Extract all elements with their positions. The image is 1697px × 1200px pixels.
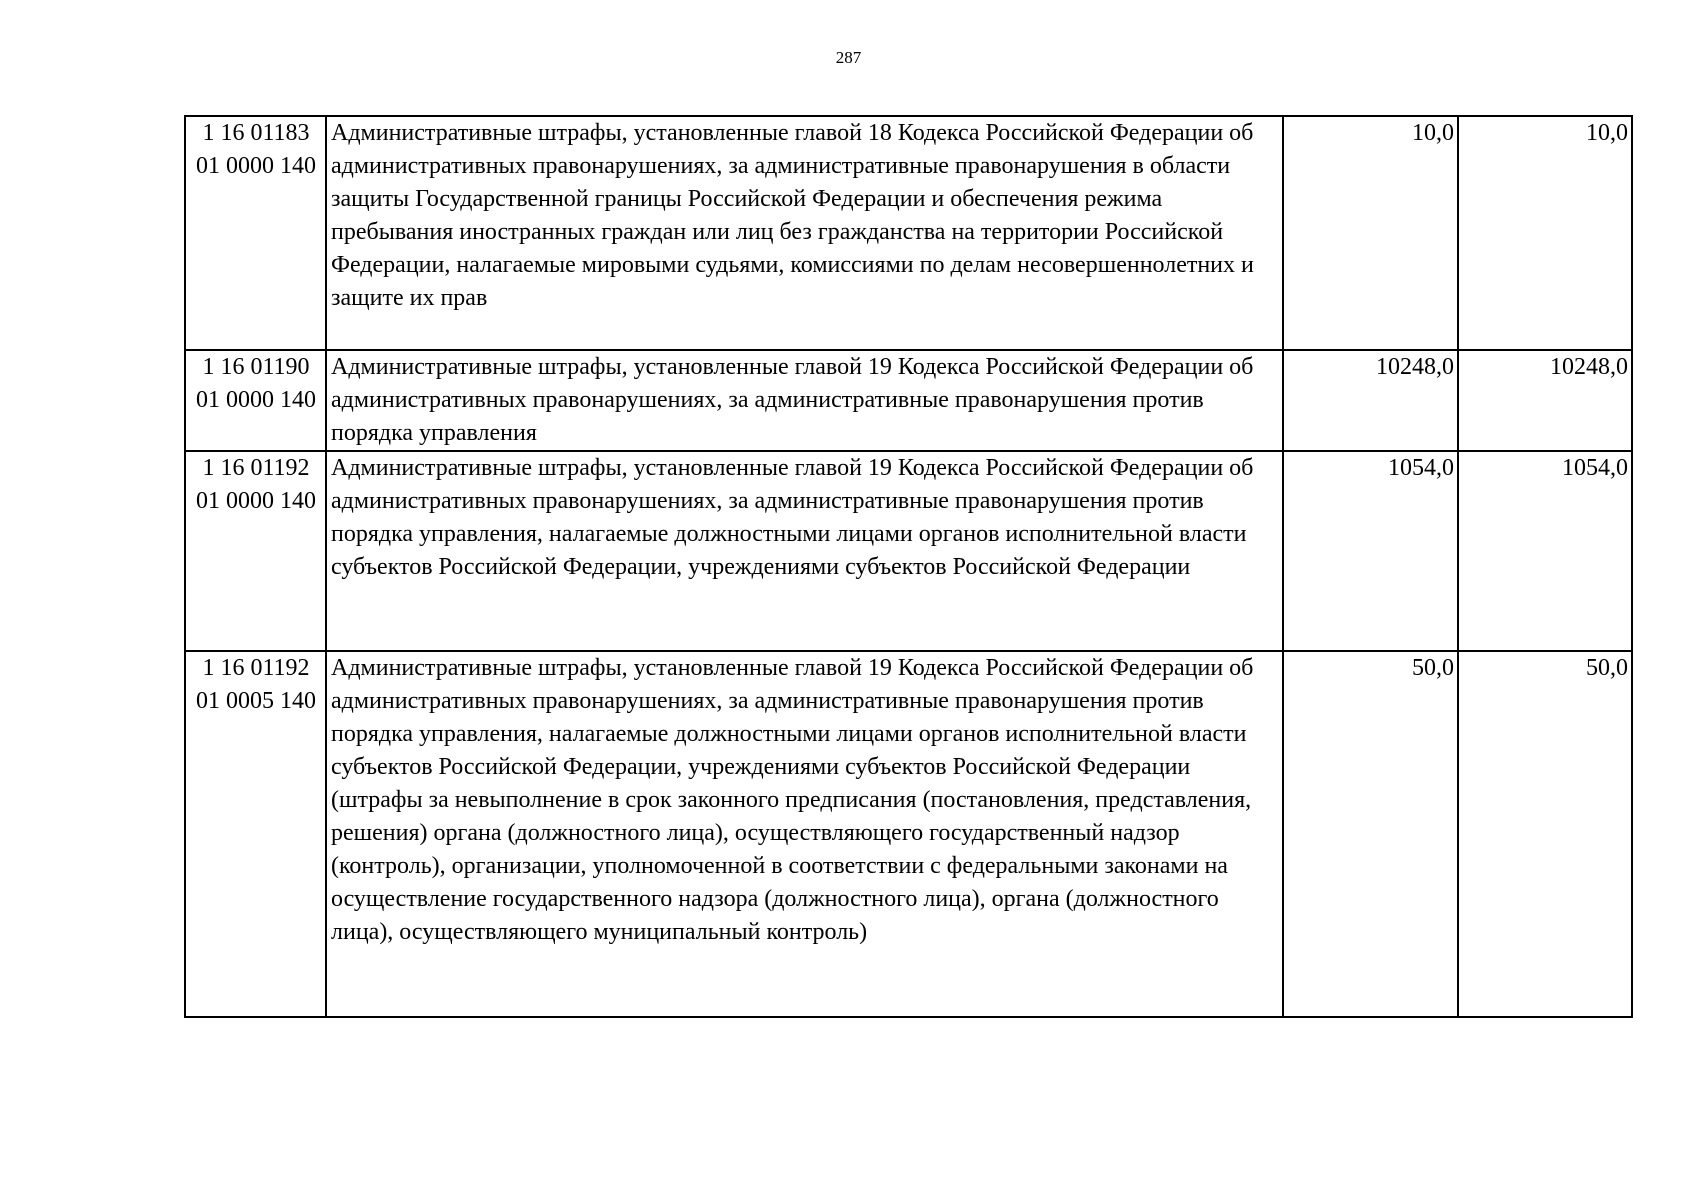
- revenue-code-line2: 01 0005 140: [196, 688, 316, 714]
- revenue-code-line2: 01 0000 140: [196, 488, 316, 514]
- revenue-code-line2: 01 0000 140: [196, 153, 316, 179]
- amount-year1: 10248,0: [1283, 350, 1458, 451]
- amount-year1: 10,0: [1283, 116, 1458, 350]
- page-number: 287: [835, 48, 862, 67]
- amount-year1: 1054,0: [1283, 451, 1458, 651]
- revenue-description: Административные штрафы, установленные главой 19 Кодекса Российской Федерации об административных правонарушениях, за административные правонарушения против порядка управления, налагаемые должностными лицами органов исполнительной власти субъектов Российской Федерации, учреждениями субъектов Российской Федерации: [326, 451, 1283, 651]
- revenue-description: Административные штрафы, установленные главой 19 Кодекса Российской Федерации об административных правонарушениях, за административные правонарушения против порядка управления, налагаемые должностными лицами органов исполнительной власти субъектов Российской Федерации, учреждениями субъектов Российской Федерации (штрафы за невыполнение в срок законного предписания (постановления, представления, решения) органа (должностного лица), осуществляющего государственный надзор (контроль), организации, уполномоченной в соответствии с федеральными законами на осуществление государственного надзора (должностного лица), органа (должностного лица), осуществляющего муниципальный контроль): [326, 651, 1283, 1017]
- amount-year2: 10,0: [1458, 116, 1632, 350]
- table-row: [185, 116, 1632, 350]
- budget-revenue-table: [184, 115, 1633, 1018]
- revenue-code-cell: [185, 350, 326, 451]
- revenue-code-cell: [185, 451, 326, 651]
- revenue-code-line2: 01 0000 140: [196, 387, 316, 413]
- revenue-code-line1: 1 16 01190: [202, 354, 310, 380]
- amount-year1: 50,0: [1283, 651, 1458, 1017]
- revenue-code-cell: [185, 651, 326, 1017]
- table-row: [185, 451, 1632, 651]
- amount-year2: 10248,0: [1458, 350, 1632, 451]
- revenue-code-line1: 1 16 01183: [202, 120, 310, 146]
- table-row: [185, 651, 1632, 1017]
- revenue-code-line1: 1 16 01192: [202, 455, 310, 481]
- amount-year2: 50,0: [1458, 651, 1632, 1017]
- amount-year2: 1054,0: [1458, 451, 1632, 651]
- revenue-description: Административные штрафы, установленные главой 18 Кодекса Российской Федерации об административных правонарушениях, за административные правонарушения в области защиты Государственной границы Российской Федерации и обеспечения режима пребывания иностранных граждан или лиц без гражданства на территории Российской Федерации, налагаемые мировыми судьями, комиссиями по делам несовершеннолетних и защите их прав: [326, 116, 1283, 350]
- revenue-description: Административные штрафы, установленные главой 19 Кодекса Российской Федерации об административных правонарушениях, за административные правонарушения против порядка управления: [326, 350, 1283, 451]
- table-row: [185, 350, 1632, 451]
- revenue-code-line1: 1 16 01192: [202, 655, 310, 681]
- revenue-code-cell: [185, 116, 326, 350]
